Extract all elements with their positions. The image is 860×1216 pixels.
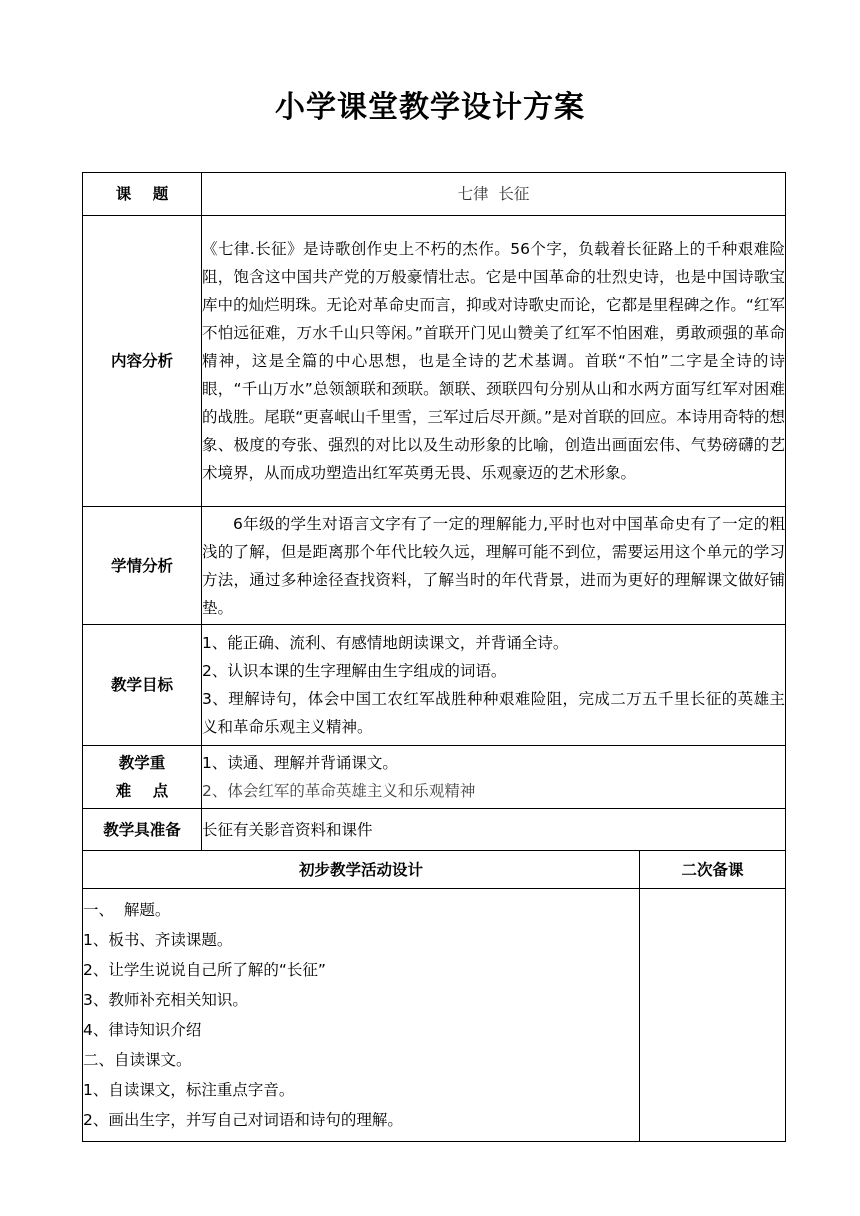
row-student-analysis bbox=[83, 507, 786, 625]
teaching-goals-list bbox=[202, 625, 786, 746]
activity-step: 2、画出生字，并写自己对词语和诗句的理解。 bbox=[83, 1111, 403, 1129]
content-analysis-text: 《七律.长征》是诗歌创作史上不朽的杰作。56个字，负载着长征路上的千种艰难险阻，饱含这中国共产党的万般豪情壮志。它是中国革命的壮烈史诗，也是中国诗歌宝库中的灿烂明珠。无论对革命史而言，抑或对诗歌史而论，它都是里程碑之作。“红军不怕远征难，万水千山只等闲。”首联开门见山赞美了红军不怕困难，勇敢顽强的革命精神，这是全篇的中心思想，也是全诗的艺术基调。首联“不怕”二字是全诗的诗眼，“千山万水”总领颔联和颈联。颔联、颈联四句分别从山和水两方面写红军对困难的战胜。尾联“更喜岷山千里雪，三军过后尽开颜。”是对首联的回应。本诗用奇特的想象、极度的夸张、强烈的对比以及生动形象的比喻，创造出画面宏伟、气势磅礴的艺术境界，从而成功塑造出红军英勇无畏、乐观豪迈的艺术形象。 bbox=[202, 216, 786, 507]
activity-step: 1、自读课文，标注重点字音。 bbox=[83, 1081, 295, 1099]
lesson-plan-table bbox=[82, 172, 786, 1142]
row-topic bbox=[83, 173, 786, 216]
key-points-label: 教学重 难 点 bbox=[83, 746, 202, 809]
teaching-prep-value: 长征有关影音资料和课件 bbox=[202, 809, 786, 851]
row-teaching-goals bbox=[83, 625, 786, 746]
activity-step: 1、板书、齐读课题。 bbox=[83, 931, 233, 949]
activity-design-header: 初步教学活动设计 bbox=[83, 851, 640, 889]
student-analysis-text: 6年级的学生对语言文字有了一定的理解能力,平时也对中国革命史有了一定的粗浅的了解，但是距离那个年代比较久远，理解可能不到位，需要运用这个单元的学习方法，通过多种途径查找资料，了解当时的年代背景，进而为更好的理解课文做好铺垫。 bbox=[202, 507, 786, 625]
row-teaching-prep bbox=[83, 809, 786, 851]
page-title: 小学课堂教学设计方案 bbox=[275, 90, 585, 125]
row-activity-header bbox=[83, 851, 786, 889]
goal-item: 1、能正确、流利、有感情地朗读课文，并背诵全诗。 bbox=[202, 634, 569, 652]
student-analysis-label: 学情分析 bbox=[83, 507, 202, 625]
teaching-prep-label: 教学具准备 bbox=[83, 809, 202, 851]
topic-value: 七律 长征 bbox=[202, 173, 786, 216]
second-prep-cell bbox=[640, 889, 786, 1142]
activity-step: 2、让学生说说自己所了解的“长征” bbox=[83, 961, 326, 979]
key-points-list bbox=[202, 746, 786, 809]
goal-item: 3、理解诗句，体会中国工农红军战胜种种艰难险阻，完成二万五千里长征的英雄主义和革命乐观主义精神。 bbox=[202, 690, 786, 736]
row-content-analysis bbox=[83, 216, 786, 507]
goal-item: 2、认识本课的生字理解由生字组成的词语。 bbox=[202, 662, 507, 680]
second-prep-header: 二次备课 bbox=[640, 851, 786, 889]
topic-label: 课 题 bbox=[83, 173, 202, 216]
activity-step: 一、 解题。 bbox=[83, 901, 171, 919]
activity-step: 4、律诗知识介绍 bbox=[83, 1021, 202, 1039]
key-point-item: 1、读通、理解并背诵课文。 bbox=[202, 754, 398, 772]
key-point-item: 2、体会红军的革命英雄主义和乐观精神 bbox=[202, 782, 476, 800]
teaching-goals-label: 教学目标 bbox=[83, 625, 202, 746]
activity-steps bbox=[83, 889, 640, 1142]
row-key-points bbox=[83, 746, 786, 809]
row-activity-body bbox=[83, 889, 786, 1142]
activity-step: 二、自读课文。 bbox=[83, 1051, 192, 1069]
activity-step: 3、教师补充相关知识。 bbox=[83, 991, 248, 1009]
content-analysis-label: 内容分析 bbox=[83, 216, 202, 507]
